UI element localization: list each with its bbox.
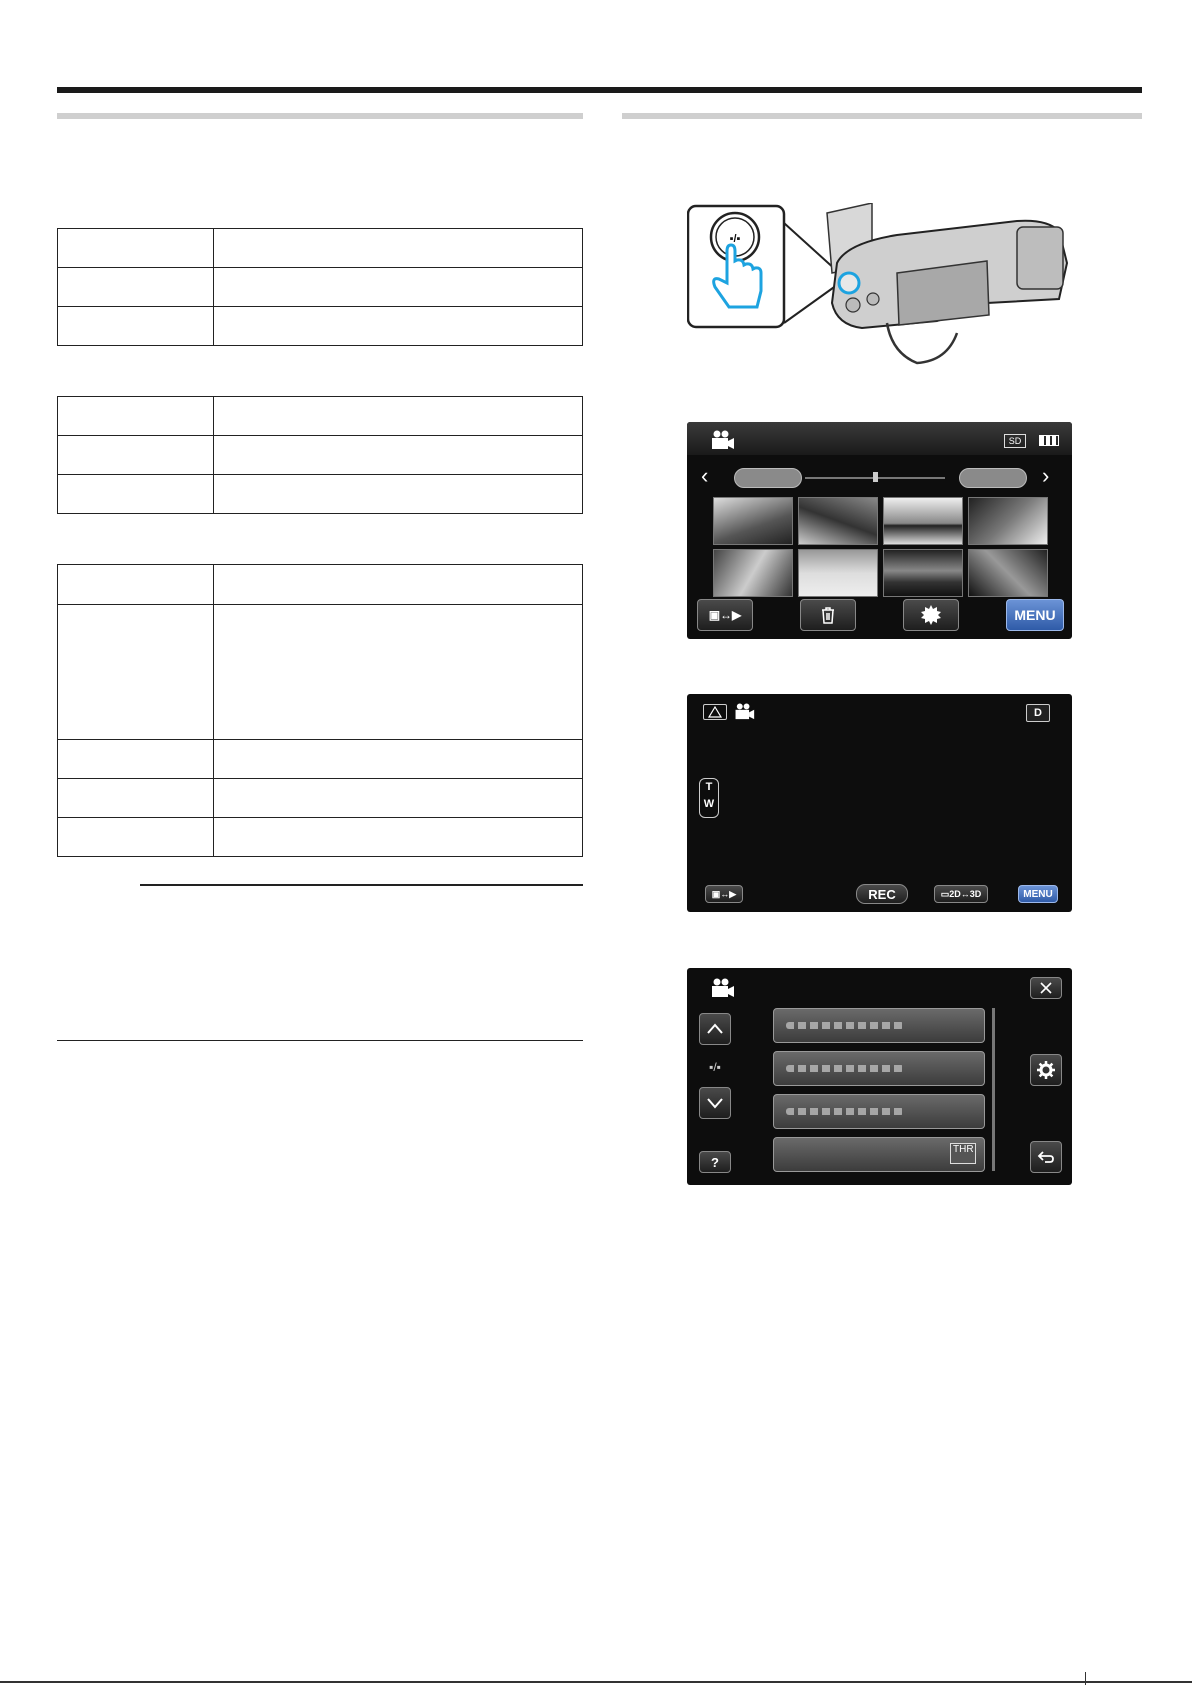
thumbnail-2[interactable] [798,497,878,545]
camera-illustration [687,203,1087,368]
playback-index-screen [687,422,1072,639]
timeline-knob[interactable] [873,472,878,482]
video-camera-icon [709,430,735,450]
date-pill-start[interactable] [734,468,802,488]
2d-3d-button[interactable]: ▭2D↔3D [934,885,988,903]
header-rule [57,87,1142,93]
back-icon [1037,1150,1055,1164]
prev-arrow-icon[interactable]: ‹ [701,463,709,488]
page-indicator: ▪/▪ [709,1060,721,1074]
note-top-rule [140,884,583,886]
video-camera-icon [709,978,735,998]
thr-badge: THR [950,1143,976,1164]
note-bottom-rule [57,1040,583,1041]
mode-switch-button[interactable]: ▣↔▶ [697,599,753,631]
left-section-bar [57,113,583,119]
mode-switch-button[interactable]: ▣↔▶ [705,885,743,903]
spec-table-3 [57,564,583,857]
thumbnail-4[interactable] [968,497,1048,545]
menu-button[interactable]: MENU [1006,599,1064,631]
zoom-control[interactable] [699,778,719,818]
thumbnail-6[interactable] [798,549,878,597]
starburst-icon [920,604,942,626]
menu-screen [687,968,1072,1185]
close-button[interactable] [1030,977,1062,999]
battery-icon [1039,435,1059,446]
menu-item-3[interactable] [773,1094,985,1129]
scroll-down-button[interactable] [699,1087,731,1119]
sd-badge: SD [1004,434,1026,448]
thumbnail-8[interactable] [968,549,1048,597]
delete-button[interactable] [800,599,856,631]
warning-icon[interactable] [703,704,727,720]
select-button[interactable] [903,599,959,631]
thumbnail-3[interactable] [883,497,963,545]
next-arrow-icon[interactable]: › [1042,463,1050,488]
trash-icon [820,606,836,624]
footer-tick [1085,1672,1086,1685]
menu-item-4[interactable] [773,1137,985,1172]
spec-table-2 [57,396,583,514]
zoom-tele-label: T [705,781,713,793]
zoom-wide-label: W [703,798,715,810]
camera-button-diagram [687,203,1087,368]
recording-screen [687,694,1072,912]
menu-button[interactable]: MENU [1018,885,1058,903]
chevron-down-icon [706,1097,724,1109]
chevron-up-icon [706,1023,724,1035]
scroll-up-button[interactable] [699,1013,731,1045]
back-button[interactable] [1030,1141,1062,1173]
close-icon [1039,981,1053,995]
menu-item-1[interactable] [773,1008,985,1043]
thumbnail-1[interactable] [713,497,793,545]
svg-text:▪/▪: ▪/▪ [729,233,741,245]
rec-button[interactable]: REC [856,884,908,904]
footer-rule [0,1681,1192,1683]
spec-table-1 [57,228,583,346]
date-pill-end[interactable] [959,468,1027,488]
thumbnail-5[interactable] [713,549,793,597]
right-section-bar [622,113,1142,119]
settings-button[interactable] [1030,1054,1062,1086]
thumbnail-7[interactable] [883,549,963,597]
scrollbar[interactable] [992,1008,995,1171]
help-button[interactable]: ? [699,1151,731,1173]
video-camera-icon [733,703,755,720]
gear-icon [1037,1061,1055,1079]
menu-item-2[interactable] [773,1051,985,1086]
display-badge[interactable]: D [1026,704,1050,722]
